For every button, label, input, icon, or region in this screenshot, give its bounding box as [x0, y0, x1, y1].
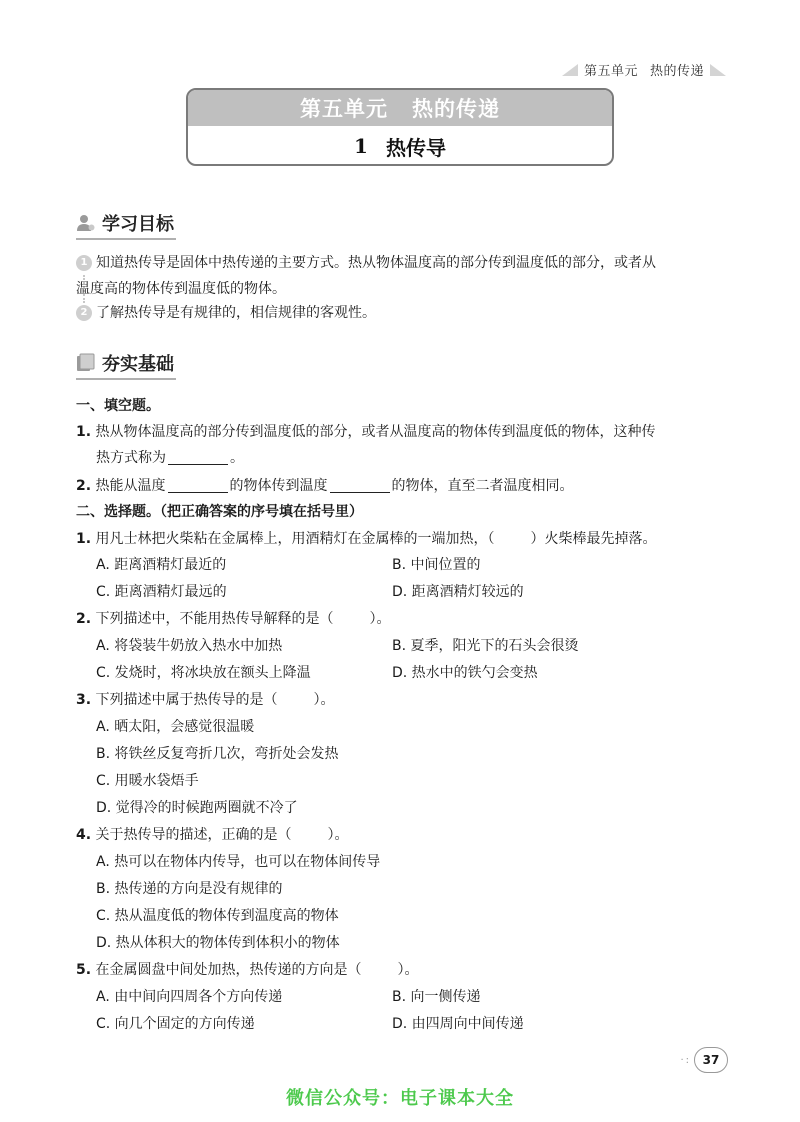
choice-q2-pre: 下列描述中，不能用热传导解释的是（ [95, 611, 334, 627]
goal-1-line-1: 知道热传导是固体中热传递的主要方式。热从物体温度高的部分传到温度低的部分，或者从 [96, 255, 656, 271]
choice-q5-option-a: A. 由中间向四周各个方向传递 [96, 989, 283, 1005]
choice-question-5 [76, 959, 419, 981]
unit-title-topic: 热的传递 [412, 96, 500, 121]
choice-q4-option-a: A. 热可以在物体内传导，也可以在物体间传导 [96, 854, 381, 870]
choice-q1-option-c: C. 距离酒精灯最远的 [96, 584, 227, 600]
choice-q4-pre: 关于热传导的描述，正确的是（ [95, 827, 292, 843]
goals-heading-text: 学习目标 [102, 214, 174, 235]
fill-q2-blank-1[interactable] [168, 477, 228, 493]
running-header [562, 60, 726, 79]
choice-q3-option-d: D. 觉得冷的时候跑两圈就不冷了 [96, 800, 298, 816]
choice-q1-number: 1. [76, 531, 92, 547]
choice-q2-option-c: C. 发烧时，将冰块放在额头上降温 [96, 665, 311, 681]
choice-q5-number: 5. [76, 962, 92, 978]
title-box [186, 88, 614, 166]
choice-q5-pre: 在金属圆盘中间处加热，热传递的方向是（ [95, 962, 362, 978]
fill-q1-line-2-post: 。 [230, 450, 244, 466]
choice-q4-post: ）。 [327, 827, 349, 843]
goal-item-1 [76, 250, 736, 302]
choice-q4-option-c: C. 热从温度低的物体传到温度高的物体 [96, 908, 339, 924]
choice-q5-option-d: D. 由四周向中间传递 [392, 1016, 524, 1032]
choice-q5-option-b: B. 向一侧传递 [392, 989, 481, 1005]
fill-q2-mid: 的物体传到温度 [229, 478, 328, 494]
lesson-name: 热传导 [385, 135, 446, 160]
choice-q1-option-b: B. 中间位置的 [392, 557, 481, 573]
choice-question-2 [76, 608, 391, 630]
choice-q1-pre: 用凡士林把火柴粘在金属棒上，用酒精灯在金属棒的一端加热，（ [95, 531, 495, 547]
page-number-badge [680, 1047, 728, 1073]
choice-q2-post: ）。 [369, 611, 391, 627]
fill-question-1 [76, 421, 656, 443]
choice-q3-option-b: B. 将铁丝反复弯折几次，弯折处会发热 [96, 746, 339, 762]
unit-title [188, 90, 612, 126]
choice-q1-option-d: D. 距离酒精灯较远的 [392, 584, 524, 600]
lesson-title [188, 126, 612, 166]
goal-number-1: 1 [76, 255, 92, 271]
fill-q2-blank-2[interactable] [330, 477, 390, 493]
basics-heading [76, 350, 174, 376]
running-header-topic: 热的传递 [649, 64, 704, 79]
choice-q3-number: 3. [76, 692, 92, 708]
header-triangle-left-icon [562, 64, 578, 76]
fill-question-1-cont [96, 447, 244, 469]
basics-underline [76, 378, 176, 380]
choice-q4-number: 4. [76, 827, 92, 843]
goal-item-2 [76, 300, 736, 326]
fill-q1-line-2-pre: 热方式称为 [96, 450, 166, 466]
choice-q1-post: ）火柴棒最先掉落。 [530, 531, 657, 547]
person-icon [76, 213, 96, 233]
fill-q2-number: 2. [76, 478, 92, 494]
choice-heading: 二、选择题。（把正确答案的序号填在括号里） [76, 504, 363, 520]
choice-q2-option-a: A. 将袋装牛奶放入热水中加热 [96, 638, 283, 654]
unit-title-number: 第五单元 [300, 96, 388, 121]
choice-q2-number: 2. [76, 611, 92, 627]
watermark: 微信公众号：电子课本大全 [286, 1088, 514, 1109]
goals-underline [76, 238, 176, 240]
running-header-text [584, 60, 704, 79]
choice-q5-option-c: C. 向几个固定的方向传递 [96, 1016, 255, 1032]
fill-question-2 [76, 475, 574, 497]
fill-heading: 一、填空题。 [76, 398, 160, 414]
running-header-unit: 第五单元 [583, 64, 638, 79]
choice-q2-option-d: D. 热水中的铁勺会变热 [392, 665, 538, 681]
book-icon [76, 353, 96, 373]
goal-1-line-2: 温度高的物体传到温度低的物体。 [76, 281, 286, 297]
choice-q4-option-d: D. 热从体积大的物体传到体积小的物体 [96, 935, 340, 951]
fill-q2-pre: 热能从温度 [95, 478, 166, 494]
header-triangle-right-icon [710, 64, 726, 76]
choice-q4-option-b: B. 热传递的方向是没有规律的 [96, 881, 283, 897]
lesson-number: 1 [354, 134, 368, 158]
fill-q1-line-1: 热从物体温度高的部分传到温度低的部分，或者从温度高的物体传到温度低的物体，这种传 [95, 424, 656, 440]
fill-q1-number: 1. [76, 424, 92, 440]
goal-number-2: 2 [76, 305, 92, 321]
fill-q2-post: 的物体，直至二者温度相同。 [391, 478, 574, 494]
choice-question-1 [76, 528, 657, 550]
choice-q3-post: ）。 [313, 692, 335, 708]
choice-q3-option-c: C. 用暖水袋焐手 [96, 773, 199, 789]
fill-q1-blank[interactable] [168, 449, 228, 465]
choice-q1-option-a: A. 距离酒精灯最近的 [96, 557, 227, 573]
basics-heading-text: 夯实基础 [102, 354, 174, 375]
goals-heading [76, 210, 174, 236]
choice-question-3 [76, 689, 335, 711]
choice-q3-option-a: A. 晒太阳，会感觉很温暖 [96, 719, 255, 735]
choice-q5-post: ）。 [397, 962, 419, 978]
goal-text-1 [76, 250, 656, 302]
page-number: 37 [694, 1047, 728, 1073]
choice-q2-option-b: B. 夏季，阳光下的石头会很烫 [392, 638, 579, 654]
choice-question-4 [76, 824, 349, 846]
page-number-dots-icon: ·: [680, 1054, 691, 1066]
choice-q3-pre: 下列描述中属于热传导的是（ [95, 692, 278, 708]
goal-2-line-1: 了解热传导是有规律的，相信规律的客观性。 [96, 305, 376, 321]
